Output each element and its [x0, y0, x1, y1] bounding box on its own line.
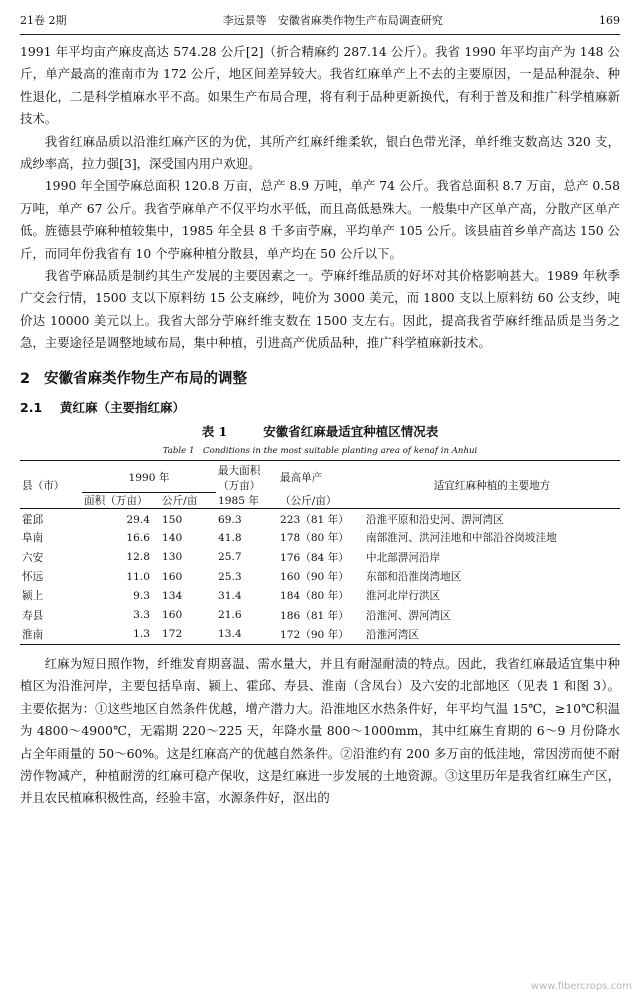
cell-area: 9.3: [133, 589, 150, 602]
cell-top-yield: 223（81 年）: [280, 514, 349, 527]
header-max-area-year: 1985 年: [218, 494, 259, 507]
table-row: [20, 528, 620, 547]
cell-yield: 130: [162, 551, 183, 564]
cell-places: 中北部淠河沿岸: [366, 551, 441, 564]
cell-top-yield: 172（90 年）: [280, 628, 349, 641]
table-row: [20, 606, 620, 625]
table-body: [20, 509, 620, 645]
paragraph: 1990 年全国苧麻总面积 120.8 万亩，总产 8.9 万吨，单产 74 公斤。我省总面积 8.7 万亩，总产 0.58 万吨，单产 67 公斤。我省苧麻单产不仅平均水平低，而且高低悬殊大。一般集中产区单产高，分散产区单产低。旌德县苧麻种植较集中，1985 年全县 8 千多亩苧麻，平均单产 105 公斤。该县庙首乡单产高达 150 公斤，而同年份我省有 10 个苧麻种植分散县，单产均在 50 公斤以下。: [20, 178, 620, 261]
cell-places: 东部和沿淮岗湾地区: [366, 571, 462, 584]
cell-yield: 150: [162, 513, 183, 526]
cell-county: 怀远: [22, 571, 44, 584]
cell-area: 29.4: [126, 513, 150, 526]
cell-yield: 140: [162, 531, 183, 544]
table-row: [20, 547, 620, 566]
running-title: 李远景等 安徽省麻类作物生产布局调查研究: [222, 14, 443, 27]
running-head: [20, 8, 620, 35]
cell-max-area: 25.7: [218, 551, 242, 564]
cell-max-area: 31.4: [218, 589, 242, 602]
cell-places: 淮河北岸行洪区: [366, 590, 441, 603]
header-area: 面积（万亩）: [84, 495, 148, 508]
header-max-area: [216, 460, 278, 493]
kenaf-planting-table: [20, 460, 620, 645]
table-caption-en: Table 1 Conditions in the most suitable planting area of kenaf in Anhui: [162, 445, 478, 456]
cell-county: 淮南: [22, 628, 44, 641]
cell-top-yield: 186（81 年）: [280, 609, 349, 622]
paragraph: 1991 年平均亩产麻皮高达 574.28 公斤[2]（折合精麻约 287.14 公斤）。我省 1990 年平均亩产为 148 公斤，单产最高的淮南市为 172 公斤，地区间差异较大。我省红麻单产上不去的主要原因，一是品种混杂、种性退化，二是科学植麻水平不高。如果生产布局合理，将有利于品种更新换代，有利于普及和推广科学植麻新技术。: [20, 44, 620, 127]
cell-area: 1.3: [133, 628, 150, 641]
cell-max-area: 21.6: [218, 609, 242, 622]
cell-yield: 172: [162, 628, 183, 641]
header-county: 县（市）: [22, 479, 65, 492]
table-label: 表 1: [201, 423, 228, 439]
cell-yield: 134: [162, 589, 183, 602]
cell-max-area: 41.8: [218, 531, 242, 544]
cell-max-area: 13.4: [218, 628, 242, 641]
header-places: 适宜红麻种植的主要地方: [433, 479, 551, 492]
paragraph: 红麻为短日照作物，纤维发育期喜温、需水量大，并且有耐湿耐渍的特点。因此，我省红麻最适宜集中种植区为沿淮河岸，主要包括阜南、颍上、霍邱、寿县、淮南（含凤台）及六安的北部地区（见表 1 和图 3）。主要依据为：①这些地区自然条件优越，增产潜力大。沿淮地区水热条件好，年平均气温 15℃，≥10℃积温为 4800～4900℃，无霜期 220～225 天，年降水量 800～1000mm，其中红麻生育期的 6～9 月份降水占全年雨量的 50～60%。这是红麻高产的优越自然条件。②沿淮约有 200 多万亩的低洼地，常因涝而使不耐涝作物减产，种植耐涝的红麻可稳产保收，这是红麻进一步发展的土地资源。③这里历年是我省红麻生产区，并且农民植麻积极性高，经验丰富，水源条件好，沤出的: [20, 655, 620, 806]
cell-county: 阜南: [22, 532, 44, 545]
cell-places: 沿淮河湾区: [366, 628, 419, 641]
cell-places: 沿淮平原和沿史河、淠河湾区: [366, 514, 504, 527]
cell-area: 3.3: [133, 609, 150, 622]
cell-county: 颍上: [22, 590, 44, 603]
cell-places: 南部淮河、洪河洼地和中部沿谷岗坡洼地: [366, 532, 557, 545]
cell-top-yield: 184（80 年）: [280, 590, 349, 603]
section-number: 2: [20, 370, 31, 387]
header-1990: 1990 年: [82, 460, 216, 493]
section-heading: [20, 367, 620, 388]
cell-county: 六安: [22, 551, 44, 564]
table-row: [20, 586, 620, 605]
cell-top-yield: 178（80 年）: [280, 532, 349, 545]
table-row: [20, 625, 620, 644]
watermark: www.fibercrops.com: [530, 981, 632, 992]
paragraph: 我省苧麻品质是制约其生产发展的主要因素之一。苧麻纤维品质的好坏对其价格影响甚大。1989 年秋季广交会行情，1500 支以下原料纺 15 公支麻纱，吨价为 3000 美元，而 1800 支以上原料纺 60 公支纱，吨价达 10000 美元以上。我省大部分苧麻纤维支数在 1500 支左右。因此，提高我省苧麻纤维品质是当务之急，主要途径是调整地域布局，集中种植，引进高产优质品种，推广科学植麻新技术。: [20, 268, 620, 351]
header-top-yield: 最高单产: [280, 472, 323, 485]
cell-places: 沿淮河、淠河湾区: [366, 609, 451, 622]
cell-yield: 160: [162, 570, 183, 583]
subsection-title: 黄红麻（主要指红麻）: [60, 399, 186, 415]
header-max-area-line2: （万亩）: [218, 479, 261, 492]
volume-issue: 21卷 2期: [20, 14, 67, 27]
header-yield: 公斤/亩: [162, 495, 198, 508]
cell-top-yield: 176（84 年）: [280, 551, 349, 564]
cell-max-area: 25.3: [218, 570, 242, 583]
cell-area: 16.6: [126, 531, 150, 544]
cell-county: 霍邱: [22, 514, 44, 527]
cell-max-area: 69.3: [218, 513, 242, 526]
cell-top-yield: 160（90 年）: [280, 571, 349, 584]
page-number: 169: [599, 14, 620, 27]
table-row: [20, 567, 620, 586]
header-top-yield-unit: （公斤/亩）: [280, 494, 337, 507]
cell-county: 寿县: [22, 609, 44, 622]
cell-area: 12.8: [126, 551, 150, 564]
header-max-area-line1: 最大面积: [218, 464, 261, 477]
section-title: 安徽省麻类作物生产布局的调整: [44, 370, 247, 387]
table-title: 安徽省红麻最适宜种植区情况表: [263, 423, 439, 439]
subsection-number: 2.1: [20, 399, 43, 415]
cell-yield: 160: [162, 609, 183, 622]
subsection-heading: [20, 398, 620, 416]
table-caption-cn: [20, 422, 620, 440]
table-row: [20, 509, 620, 528]
paragraph: 我省红麻品质以沿淮红麻产区的为优，其所产红麻纤维柔软，银白色带光泽，单纤维支数高达 320 支，成纱率高，拉力强[3]，深受国内用户欢迎。: [20, 133, 620, 172]
cell-area: 11.0: [126, 570, 150, 583]
